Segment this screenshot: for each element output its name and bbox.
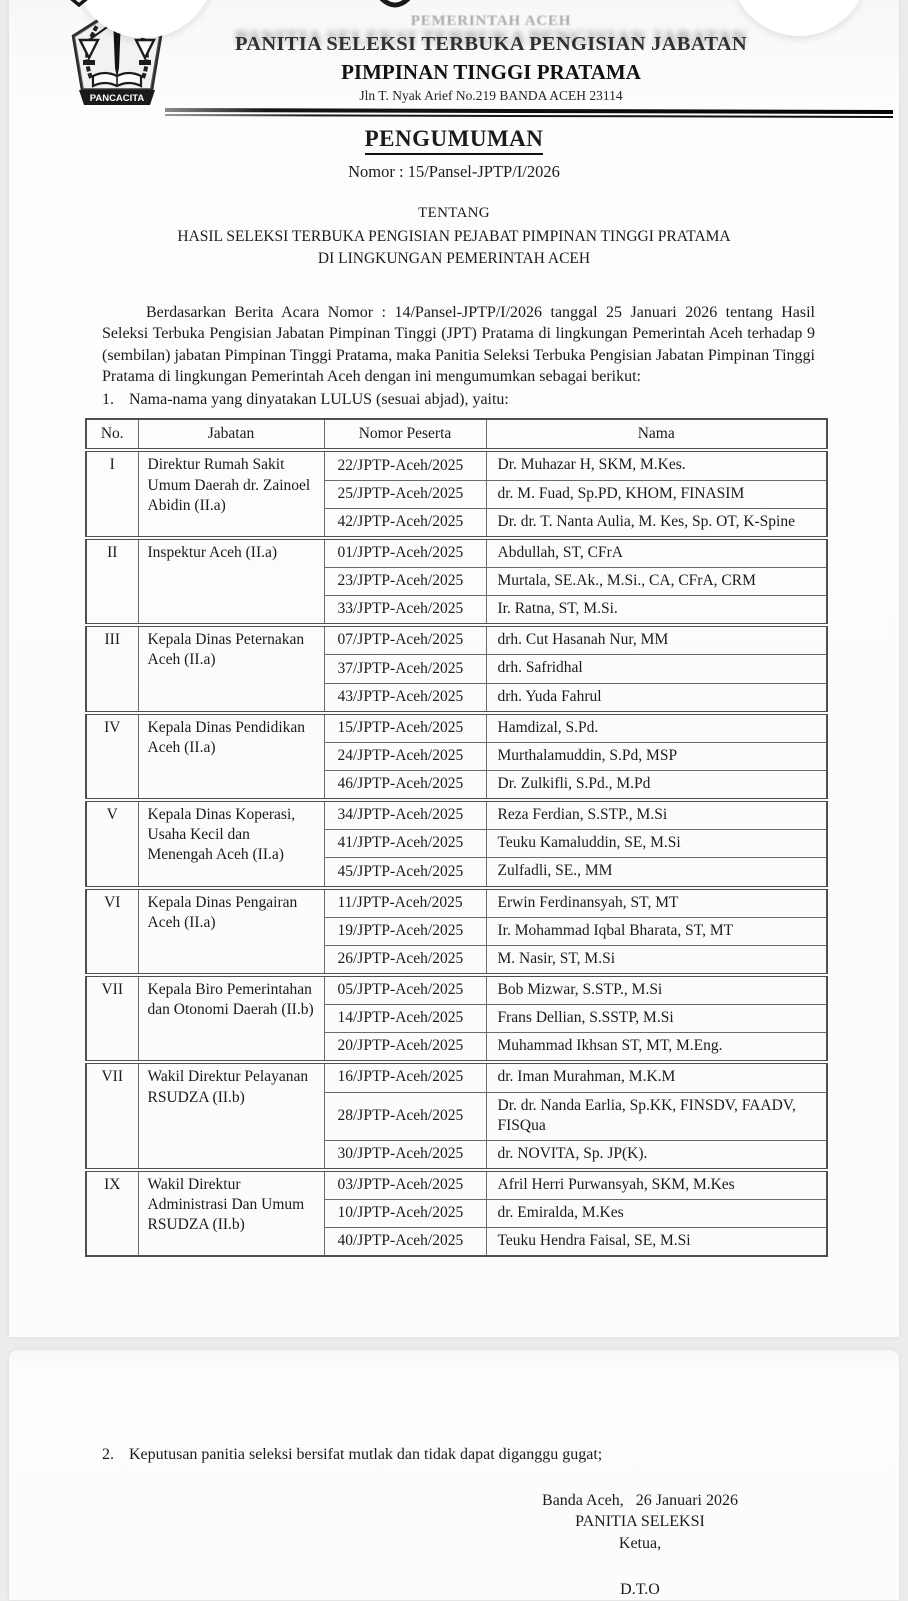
cell-group-no: II: [86, 538, 138, 625]
cell-nama: Dr. dr. Nanda Earlia, Sp.KK, FINSDV, FAADV, FISQua: [486, 1092, 827, 1140]
cell-nama: dr. Emiralda, M.Kes: [486, 1200, 827, 1228]
results-table-body: [86, 450, 827, 1256]
signature-block: [475, 1490, 805, 1601]
cell-nama: drh. Safridhal: [486, 655, 827, 683]
cell-nama: dr. Iman Murahman, M.K.M: [486, 1062, 827, 1092]
arc-mark-icon: [380, 0, 410, 10]
cell-nomor-peserta: 10/JPTP-Aceh/2025: [324, 1200, 486, 1228]
cell-nama: Dr. Muhazar H, SKM, M.Kes.: [486, 450, 827, 480]
table-row: [86, 1170, 827, 1200]
list-item-2-number: 2.: [102, 1446, 114, 1463]
logo-caption: PANCACITA: [89, 93, 145, 104]
cell-nama: dr. M. Fuad, Sp.PD, KHOM, FINASIM: [486, 480, 827, 508]
column-header: Nomor Peserta: [324, 419, 486, 450]
cell-nomor-peserta: 24/JPTP-Aceh/2025: [324, 742, 486, 770]
cell-nama: drh. Yuda Fahrul: [486, 683, 827, 713]
cell-nama: Muhammad Ikhsan ST, MT, M.Eng.: [486, 1033, 827, 1063]
cell-group-no: V: [86, 800, 138, 887]
chevron-down-icon: [66, 0, 92, 7]
cell-jabatan: Direktur Rumah Sakit Umum Daerah dr. Zainoel Abidin (II.a): [138, 450, 324, 537]
cell-nama: Ir. Ratna, ST, M.Si.: [486, 596, 827, 626]
cell-nama: Dr. dr. T. Nanta Aulia, M. Kes, Sp. OT, K-Spine: [486, 508, 827, 538]
cell-nama: dr. NOVITA, Sp. JP(K).: [486, 1140, 827, 1170]
opening-paragraph: Berdasarkan Berita Acara Nomor : 14/Pansel-JPTP/I/2026 tanggal 25 Januari 2026 tentang Hasil Seleksi Terbuka Pengisian Jabatan Pimpinan Tinggi (JPT) Pratama di lingkungan Pemerintah Aceh terhadap 9 (sembilan) jabatan Pimpinan Tinggi Pratama, maka Panitia Seleksi Terbuka Pengisian Jabatan Pimpinan Tinggi Pratama di lingkungan Pemerintah Aceh dengan ini mengumumkan sebagai berikut:: [102, 303, 815, 386]
cell-nomor-peserta: 46/JPTP-Aceh/2025: [324, 771, 486, 801]
table-row: [86, 713, 827, 743]
cell-nama: Dr. Zulkifli, S.Pd., M.Pd: [486, 771, 827, 801]
cell-nomor-peserta: 23/JPTP-Aceh/2025: [324, 568, 486, 596]
cell-jabatan: Wakil Direktur Administrasi Dan Umum RSUDZA (II.b): [138, 1170, 324, 1256]
table-row: [86, 625, 827, 655]
signature-committee: PANITIA SELEKSI: [575, 1513, 705, 1531]
cell-group-no: I: [86, 450, 138, 537]
table-header-row: [86, 419, 827, 450]
cell-nama: drh. Cut Hasanah Nur, MM: [486, 625, 827, 655]
signature-place-date: Banda Aceh, 26 Januari 2026: [542, 1491, 738, 1509]
cell-nomor-peserta: 43/JPTP-Aceh/2025: [324, 683, 486, 713]
cell-nomor-peserta: 15/JPTP-Aceh/2025: [324, 713, 486, 743]
cell-nomor-peserta: 28/JPTP-Aceh/2025: [324, 1092, 486, 1140]
cell-nomor-peserta: 11/JPTP-Aceh/2025: [324, 888, 486, 918]
cell-nama: Zulfadli, SE., MM: [486, 858, 827, 888]
table-row: [86, 450, 827, 480]
cell-nomor-peserta: 07/JPTP-Aceh/2025: [324, 625, 486, 655]
cell-jabatan: Kepala Dinas Peternakan Aceh (II.a): [138, 625, 324, 712]
list-item-2-text: Keputusan panitia seleksi bersifat mutlak dan tidak dapat diganggu gugat;: [129, 1446, 603, 1463]
dto-label: D.T.O: [620, 1581, 660, 1599]
cell-nomor-peserta: 45/JPTP-Aceh/2025: [324, 858, 486, 888]
cell-group-no: VII: [86, 1062, 138, 1170]
office-line: PIMPINAN TINGGI PRATAMA: [341, 60, 641, 85]
cell-nomor-peserta: 33/JPTP-Aceh/2025: [324, 596, 486, 626]
cell-nama: Teuku Kamaluddin, SE, M.Si: [486, 830, 827, 858]
cell-jabatan: Kepala Dinas Koperasi, Usaha Kecil dan Menengah Aceh (II.a): [138, 800, 324, 887]
document-page-1: [9, 0, 899, 1337]
cell-nama: Afril Herri Purwansyah, SKM, M.Kes: [486, 1170, 827, 1200]
table-row: [86, 888, 827, 918]
cell-nama: Bob Mizwar, S.STP., M.Si: [486, 975, 827, 1005]
cell-nomor-peserta: 03/JPTP-Aceh/2025: [324, 1170, 486, 1200]
list-item-1-text: Nama-nama yang dinyatakan LULUS (sesuai abjad), yaitu:: [129, 390, 509, 408]
cell-nama: Ir. Mohammad Iqbal Bharata, ST, MT: [486, 917, 827, 945]
address-line: Jln T. Nyak Arief No.219 BANDA ACEH 23114: [359, 87, 623, 103]
results-table: [85, 418, 828, 1257]
cell-jabatan: Inspektur Aceh (II.a): [138, 538, 324, 625]
cell-jabatan: Wakil Direktur Pelayanan RSUDZA (II.b): [138, 1062, 324, 1170]
cell-jabatan: Kepala Dinas Pendidikan Aceh (II.a): [138, 713, 324, 800]
cell-nomor-peserta: 40/JPTP-Aceh/2025: [324, 1228, 486, 1257]
cell-nomor-peserta: 30/JPTP-Aceh/2025: [324, 1140, 486, 1170]
cell-nama: M. Nasir, ST, M.Si: [486, 945, 827, 975]
cell-nomor-peserta: 01/JPTP-Aceh/2025: [324, 538, 486, 568]
cell-nomor-peserta: 42/JPTP-Aceh/2025: [324, 508, 486, 538]
list-item-2: [102, 1444, 815, 1466]
cell-nomor-peserta: 26/JPTP-Aceh/2025: [324, 945, 486, 975]
subject-line-2: DI LINGKUNGAN PEMERINTAH ACEH: [317, 249, 591, 267]
cell-jabatan: Kepala Dinas Pengairan Aceh (II.a): [138, 888, 324, 975]
cell-group-no: III: [86, 625, 138, 712]
column-header: Jabatan: [138, 419, 324, 450]
agency-ghost-line: PEMERINTAH ACEH: [410, 13, 572, 29]
cell-nomor-peserta: 41/JPTP-Aceh/2025: [324, 830, 486, 858]
cell-nomor-peserta: 22/JPTP-Aceh/2025: [324, 450, 486, 480]
column-header: No.: [86, 419, 138, 450]
list-item-1-number: 1.: [102, 390, 114, 408]
cell-nama: Erwin Ferdinansyah, ST, MT: [486, 888, 827, 918]
table-row: [86, 800, 827, 830]
cell-group-no: VI: [86, 888, 138, 975]
cell-jabatan: Kepala Biro Pemerintahan dan Otonomi Daerah (II.b): [138, 975, 324, 1062]
cell-group-no: VII: [86, 975, 138, 1062]
cell-nomor-peserta: 25/JPTP-Aceh/2025: [324, 480, 486, 508]
subject-line-1: HASIL SELEKSI TERBUKA PENGISIAN PEJABAT PIMPINAN TINGGI PRATAMA: [177, 227, 731, 245]
announcement-number: Nomor : 15/Pansel-JPTP/I/2026: [348, 161, 560, 181]
list-item-1: [102, 389, 815, 411]
cell-nama: Teuku Hendra Faisal, SE, M.Si: [486, 1228, 827, 1257]
signer-role: Ketua,: [618, 1534, 662, 1552]
cell-nomor-peserta: 34/JPTP-Aceh/2025: [324, 800, 486, 830]
letterhead-rule: [165, 108, 893, 118]
cell-nama: Hamdizal, S.Pd.: [486, 713, 827, 743]
table-row: [86, 538, 827, 568]
document-page-2: [9, 1350, 899, 1600]
cell-nomor-peserta: 16/JPTP-Aceh/2025: [324, 1062, 486, 1092]
committee-line: PANITIA SELEKSI TERBUKA PENGISIAN JABATAN: [234, 32, 748, 55]
table-row: [86, 1062, 827, 1092]
cell-nama: Abdullah, ST, CFrA: [486, 538, 827, 568]
cell-nomor-peserta: 14/JPTP-Aceh/2025: [324, 1005, 486, 1033]
cell-nama: Murthalamuddin, S.Pd, MSP: [486, 742, 827, 770]
cell-nama: Frans Dellian, S.SSTP, M.Si: [486, 1005, 827, 1033]
cell-group-no: IX: [86, 1170, 138, 1256]
column-header: Nama: [486, 419, 827, 450]
cell-group-no: IV: [86, 713, 138, 800]
announcement-title: PENGUMUMAN: [365, 126, 544, 155]
table-row: [86, 975, 827, 1005]
cell-nama: Reza Ferdian, S.STP., M.Si: [486, 800, 827, 830]
cell-nomor-peserta: 05/JPTP-Aceh/2025: [324, 975, 486, 1005]
cell-nomor-peserta: 20/JPTP-Aceh/2025: [324, 1033, 486, 1063]
cell-nama: Murtala, SE.Ak., M.Si., CA, CFrA, CRM: [486, 568, 827, 596]
cell-nomor-peserta: 19/JPTP-Aceh/2025: [324, 917, 486, 945]
tentang-label: TENTANG: [418, 204, 490, 221]
cell-nomor-peserta: 37/JPTP-Aceh/2025: [324, 655, 486, 683]
